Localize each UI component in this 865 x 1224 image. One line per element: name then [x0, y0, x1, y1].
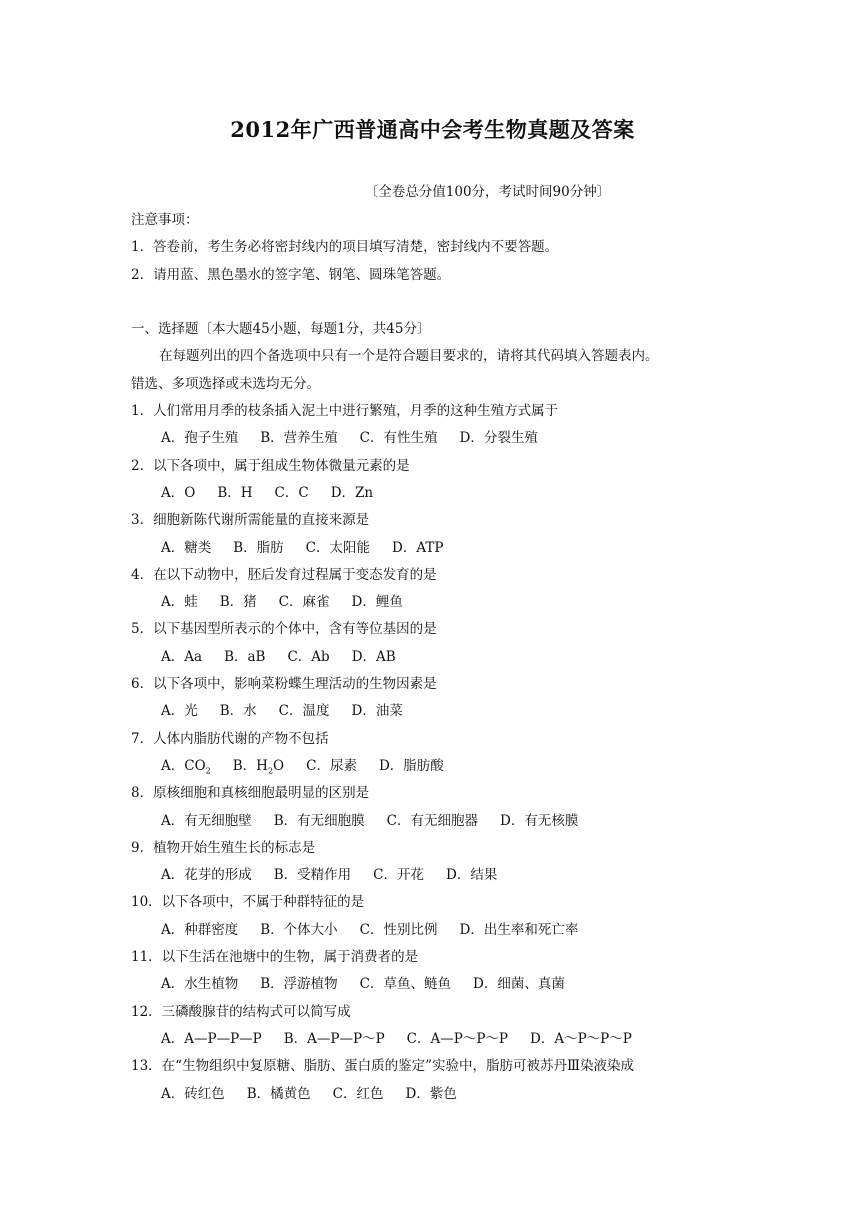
question-options	[131, 753, 751, 780]
notes-heading: 注意事项：	[131, 212, 199, 228]
question-options	[131, 535, 751, 562]
question-stem: 9．植物开始生殖生长的标志是	[131, 839, 316, 856]
spacer	[131, 289, 751, 316]
option-d: D．鲤鱼	[351, 594, 403, 611]
option-d: D．结果	[446, 867, 498, 884]
question-options	[131, 862, 751, 889]
option-c: C．温度	[278, 703, 330, 720]
option-b: B．脂肪	[233, 539, 284, 556]
question-stem: 13．在“生物组织中复原糖、脂肪、蛋白质的鉴定”实验中，脂肪可被苏丹Ⅲ染液染成	[131, 1058, 634, 1075]
option-c: C．麻雀	[278, 594, 330, 611]
question-options	[131, 1081, 751, 1108]
option-c: C．开花	[373, 867, 425, 884]
option-a: A．光	[161, 703, 198, 720]
option-c: C．有无细胞器	[386, 812, 479, 829]
option-a: A．Aa	[161, 648, 203, 665]
option-b: B．营养生殖	[260, 430, 338, 447]
option-a: A．蛙	[161, 594, 198, 611]
question-options	[131, 1026, 751, 1053]
option-d: D．AB	[351, 648, 396, 665]
option-a: A．有无细胞壁	[161, 812, 252, 829]
question-options	[131, 971, 751, 998]
option-c: C．红色	[332, 1085, 384, 1102]
option-c: C．草鱼、鲢鱼	[359, 976, 452, 993]
option-c: C．C	[274, 484, 309, 501]
document-body	[131, 207, 751, 1108]
question-stem: 1．人们常用月季的枝条插入泥土中进行繁殖，月季的这种生殖方式属于	[131, 403, 559, 420]
option-a: A．孢子生殖	[161, 430, 239, 447]
option-d: D．脂肪酸	[378, 757, 444, 774]
option-d: D．出生率和死亡率	[459, 921, 579, 938]
question-options	[131, 480, 751, 507]
question-stem: 6．以下各项中，影响菜粉蝶生理活动的生物因素是	[131, 676, 437, 693]
option-a: A．水生植物	[161, 976, 239, 993]
option-d: D．紫色	[405, 1085, 457, 1102]
note-item: 2．请用蓝、黑色墨水的签字笔、钢笔、圆珠笔答题。	[131, 266, 451, 283]
question-options	[131, 425, 751, 452]
option-d: D．分裂生殖	[459, 430, 538, 447]
option-d: D．ATP	[392, 539, 444, 556]
note-item: 1．答卷前，考生务必将密封线内的项目填写清楚，密封线内不要答题。	[131, 239, 559, 256]
option-d: D．A～P～P～P	[530, 1030, 632, 1047]
option-c: C．Ab	[287, 648, 330, 665]
question-options	[131, 698, 751, 725]
option-b: B．$H_2O$	[232, 757, 285, 776]
question-stem: 4．在以下动物中，胚后发育过程属于变态发育的是	[131, 566, 437, 583]
question-options	[131, 589, 751, 616]
question-stem: 8．原核细胞和真核细胞最明显的区别是	[131, 785, 370, 802]
question-stem: 11．以下生活在池塘中的生物，属于消费者的是	[131, 949, 419, 966]
option-a: A．$CO_2$	[161, 757, 211, 776]
page-title: 2012年广西普通高中会考生物真题及答案	[230, 117, 635, 142]
option-d: D．有无核膜	[500, 812, 579, 829]
option-c: C．性别比例	[359, 921, 438, 938]
option-b: B．橘黄色	[246, 1085, 311, 1102]
option-b: B．浮游植物	[260, 976, 338, 993]
question-options	[131, 917, 751, 944]
option-b: B．猪	[219, 594, 257, 611]
option-d: D．油菜	[351, 703, 403, 720]
section-heading: 一、选择题〔本大题45小题，每题1分，共45分〕	[131, 321, 431, 338]
option-a: A．O	[161, 484, 196, 501]
option-d: D．Zn	[330, 484, 374, 501]
option-b: B．个体大小	[260, 921, 338, 938]
option-b: B．水	[219, 703, 257, 720]
question-stem: 12．三磷酸腺苷的结构式可以简写成	[131, 1003, 351, 1020]
option-c: C．A—P～P～P	[406, 1030, 509, 1047]
exam-info: 〔全卷总分值100分，考试时间90分钟〕	[364, 184, 611, 200]
option-c: C．尿素	[306, 757, 357, 774]
option-c: C．太阳能	[305, 539, 371, 556]
option-b: B．aB	[224, 648, 266, 665]
question-stem: 7．人体内脂肪代谢的产物不包括	[131, 730, 329, 747]
subscript: 2	[205, 766, 211, 776]
option-a: A．A—P—P—P	[161, 1030, 262, 1047]
option-b: B．有无细胞膜	[273, 812, 365, 829]
option-b: B．H	[217, 484, 253, 501]
option-b: B．受精作用	[273, 867, 352, 884]
section-instruction: 在每题列出的四个备选项中只有一个是符合题目要求的，请将其代码填入答题表内。	[159, 348, 659, 365]
option-c: C．有性生殖	[359, 430, 438, 447]
option-d: D．细菌、真菌	[473, 976, 565, 993]
question-stem: 5．以下基因型所表示的个体中，含有等位基因的是	[131, 621, 437, 638]
option-a: A．花芽的形成	[161, 867, 252, 884]
option-a: A．糖类	[161, 539, 212, 556]
option-a: A．种群密度	[161, 921, 239, 938]
section-instruction: 错选、多项选择或未选均无分。	[131, 375, 320, 392]
question-stem: 10．以下各项中，不属于种群特征的是	[131, 894, 365, 911]
question-options	[131, 808, 751, 835]
question-options	[131, 644, 751, 671]
subscript: 2	[267, 766, 274, 776]
option-b: B．A—P—P～P	[283, 1030, 385, 1047]
option-a: A．砖红色	[161, 1085, 225, 1102]
question-stem: 3．细胞新陈代谢所需能量的直接来源是	[131, 512, 370, 529]
question-stem: 2．以下各项中，属于组成生物体微量元素的是	[131, 457, 410, 474]
